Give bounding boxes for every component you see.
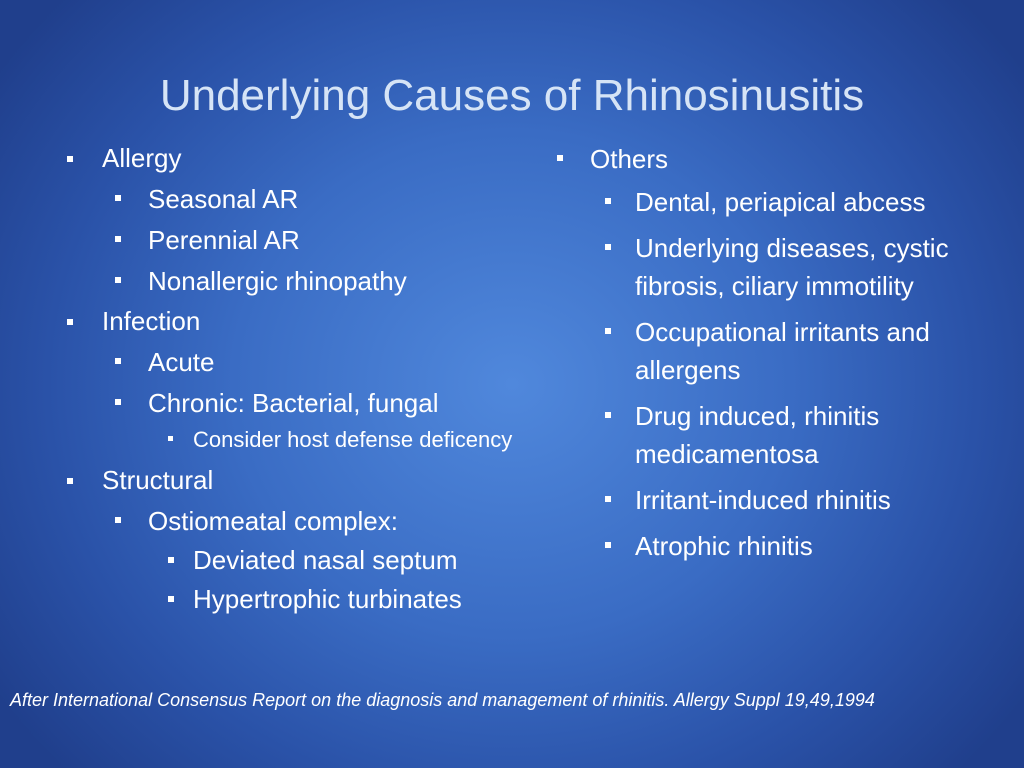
list-item-label: Ostiomeatal complex: — [148, 506, 398, 536]
list-item-acute — [60, 341, 530, 382]
list-item-label: Seasonal AR — [148, 184, 299, 214]
list-item-occupational-irritants — [548, 313, 968, 397]
square-bullet-icon — [605, 527, 615, 565]
list-item-seasonal-ar — [60, 178, 530, 219]
list-item-label: Consider host defense deficency — [193, 427, 513, 452]
left-bullet-list — [60, 138, 530, 619]
list-item-label: Deviated nasal septum — [193, 545, 458, 575]
square-bullet-icon — [168, 581, 178, 618]
list-item-allergy — [60, 138, 530, 178]
square-bullet-icon — [67, 141, 77, 175]
square-bullet-icon — [605, 481, 615, 519]
square-bullet-icon — [115, 221, 125, 259]
list-item-drug-induced — [548, 397, 968, 481]
list-item-label: Irritant-induced rhinitis — [635, 485, 891, 515]
list-item-hypertrophic-turbinates — [60, 580, 530, 619]
right-bullet-list — [548, 140, 968, 573]
list-item-host-defense — [60, 423, 530, 460]
square-bullet-icon — [67, 463, 77, 497]
list-item-ostiomeatal-complex — [60, 500, 530, 541]
list-item-deviated-septum — [60, 541, 530, 580]
list-item-label: Nonallergic rhinopathy — [148, 266, 407, 296]
list-item-label: Allergy — [102, 143, 182, 173]
list-item-label: Drug induced, rhinitis medicamentosa — [635, 401, 880, 469]
list-item-label: Dental, periapical abcess — [635, 187, 926, 217]
slide-title: Underlying Causes of Rhinosinusitis — [159, 71, 865, 120]
square-bullet-icon — [605, 313, 615, 351]
list-item-dental — [548, 183, 968, 229]
list-item-atrophic-rhinitis — [548, 527, 968, 573]
list-item-label: Infection — [102, 306, 201, 336]
list-item-label: Others — [590, 144, 669, 174]
list-item-label: Acute — [148, 347, 215, 377]
list-item-label: Atrophic rhinitis — [635, 531, 813, 561]
square-bullet-icon — [67, 304, 77, 338]
square-bullet-icon — [115, 180, 125, 218]
square-bullet-icon — [605, 183, 615, 221]
list-item-label: Structural — [102, 465, 214, 495]
square-bullet-icon — [557, 140, 567, 178]
square-bullet-icon — [605, 229, 615, 267]
list-item-perennial-ar — [60, 219, 530, 260]
list-item-infection — [60, 301, 530, 341]
list-item-label: Underlying diseases, cystic fibrosis, ciliary immotility — [635, 233, 949, 301]
list-item-others — [548, 140, 968, 183]
list-item-label: Occupational irritants and allergens — [635, 317, 930, 385]
citation-footnote: After International Consensus Report on the diagnosis and management of rhinitis. Allergy Suppl 19,49,1994 — [10, 690, 875, 710]
list-item-nonallergic-rhinopathy — [60, 260, 530, 301]
square-bullet-icon — [115, 384, 125, 422]
list-item-label: Perennial AR — [148, 225, 300, 255]
square-bullet-icon — [115, 262, 125, 300]
square-bullet-icon — [168, 424, 178, 455]
list-item-structural — [60, 460, 530, 500]
list-item-chronic — [60, 382, 530, 423]
square-bullet-icon — [605, 397, 615, 435]
square-bullet-icon — [168, 542, 178, 579]
list-item-label: Hypertrophic turbinates — [193, 584, 462, 614]
list-item-irritant-induced — [548, 481, 968, 527]
list-item-label: Chronic: Bacterial, fungal — [148, 388, 439, 418]
list-item-underlying-diseases — [548, 229, 968, 313]
square-bullet-icon — [115, 343, 125, 381]
square-bullet-icon — [115, 502, 125, 540]
